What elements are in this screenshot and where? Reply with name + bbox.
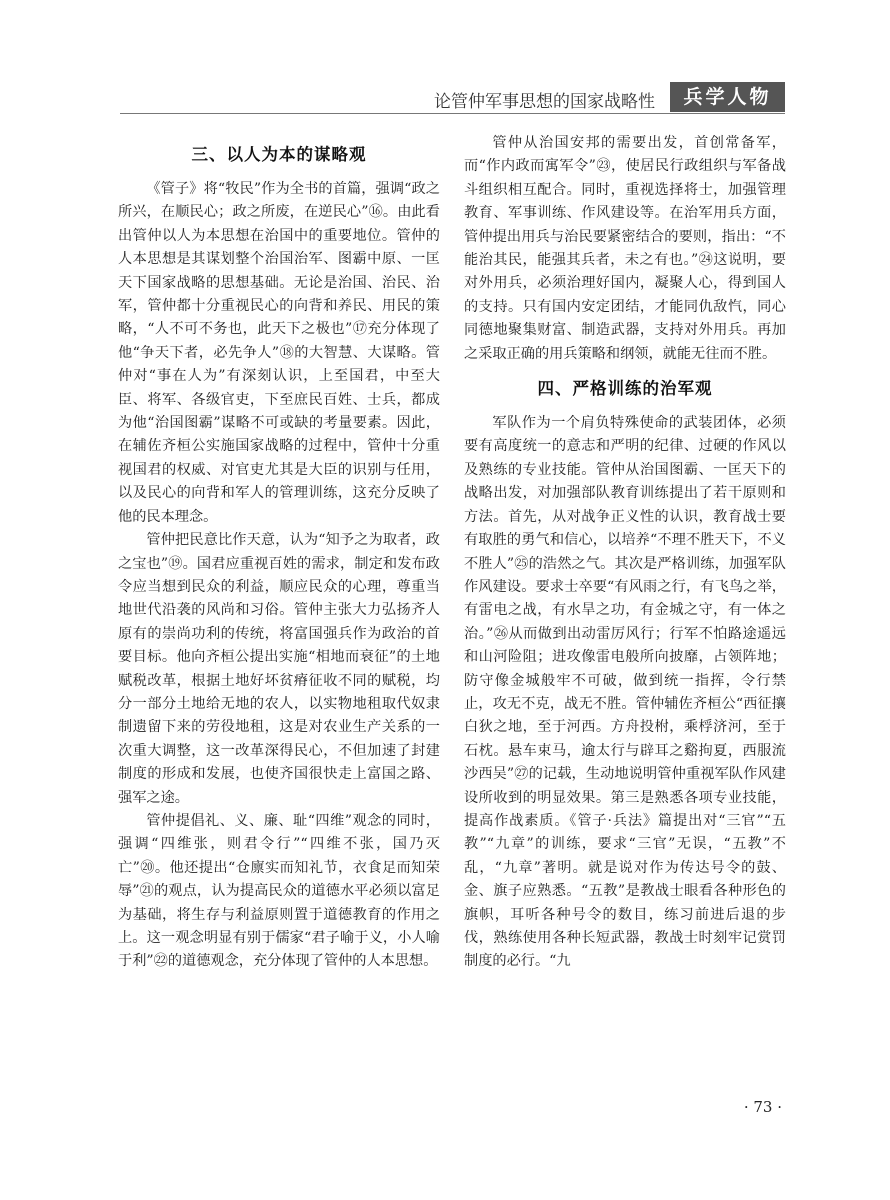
body-paragraph: 《管子》将“牧民”作为全书的首篇，强调“政之所兴，在顺民心；政之所废，在逆民心”⑯。由此看出管仲以人为本思想在治国中的重要地位。管仲的人本思想是其谋划整个治国治军、图霸中原、一匡天下国家战略的思想基础。无论是治国、治民、治军，管仲都十分重视民心的向背和养民、用民的策略，“人不可不务也，此天下之极也”⑰充分体现了他“争天下者，必先争人”⑱的大智慧、大谋略。管仲对“事在人为”有深刻认识，上至国君，中至大臣、将军、各级官吏，下至庶民百姓、士兵，都成为他“治国图霸”谋略不可或缺的考量要素。因此，在辅佐齐桓公实施国家战略的过程中，管仲十分重视国君的权威、对官吏尤其是大臣的识别与任用，以及民心的向背和军人的管理训练，这充分反映了他的民本理念。 [118, 181, 440, 525]
body-paragraph: 军队作为一个肩负特殊使命的武装团体，必须要有高度统一的意志和严明的纪律、过硬的作风以及熟练的专业技能。管仲从治国图霸、一匡天下的战略出发，对加强部队教育训练提出了若干原则和方法。首先，从对战争正义性的认识，教育战士要有取胜的勇气和信心，以培养“不理不胜天下，不义不胜人”㉕的浩然之气。其次是严格训练，加强军队作风建设。要求士卒要“有风雨之行，有飞鸟之举，有雷电之战，有水旱之功，有金城之守，有一体之治。”㉖从而做到出动雷厉风行；行军不怕路途遥远和山河险阻；进攻像雷电般所向披靡，占领阵地；防守像金城般牢不可破，做到统一指挥，令行禁止，攻无不克，战无不胜。管仲辅佐齐桓公“西征攘白狄之地，至于河西。方舟投柎，乘桴济河，至于石枕。悬车束马，逾太行与辟耳之谿拘夏，西服流沙西吴”㉗的记载，生动地说明管仲重视军队作风建设所收到的明显效果。第三是熟悉各项专业技能，提高作战素质。《管子·兵法》篇提出对“三官”“五教”“九章”的训练，要求“三官”无误，“五教”不乱，“九章”著明。就是说对作为传达号令的鼓、金、旗子应熟悉。“五教”是教战士眼看各种形色的旗帜，耳听各种号令的数目，练习前进后退的步伐，熟练使用各种长短武器，教战士时刻牢记赏罚制度的必行。“九 [464, 415, 786, 970]
header-column-badge: 兵学人物 [670, 82, 785, 112]
right-column [464, 132, 786, 974]
header-divider [120, 113, 785, 114]
body-paragraph: 管仲从治国安邦的需要出发，首创常备军，而“作内政而寓军令”㉓，使居民行政组织与军备战斗组织相互配合。同时，重视选择将士，加强管理教育、军事训练、作风建设等。在治军用兵方面，管仲提出用兵与治民要紧密结合的要则，指出：“不能治其民，能强其兵者，未之有也。”㉔这说明，要对外用兵，必须治理好国内，凝聚人心，得到国人的支持。只有国内安定团结，才能同仇敌忾，同心同德地聚集财富、制造武器，支持对外用兵。再加之采取正确的用兵策略和纲领，就能无往而不胜。 [464, 135, 786, 362]
body-paragraph: 管仲提倡礼、义、廉、耻“四维”观念的同时，强调“四维张，则君令行”“四维不张，国乃灭亡”⑳。他还提出“仓廪实而知礼节，衣食足而知荣辱”㉑的观点，认为提高民众的道德水平必须以富足为基础，将生存与利益原则置于道德教育的作用之上。这一观念明显有别于儒家“君子喻于义，小人喻于利”㉒的道德观念，充分体现了管仲的人本思想。 [118, 812, 440, 970]
section-heading-4: 四、严格训练的治军观 [537, 379, 713, 399]
header-article-title: 论管仲军事思想的国家战略性 [434, 92, 655, 112]
body-paragraph: 管仲把民意比作天意，认为“知予之为取者，政之宝也”⑲。国君应重视百姓的需求，制定和发布政令应当想到民众的利益，顺应民众的心理，尊重当地世代沿袭的风尚和习俗。管仲主张大力弘扬齐人原有的崇尚功利的传统，将富国强兵作为政治的首要目标。他向齐桓公提出实施“相地而衰征”的土地赋税改革，根据土地好坏贫瘠征收不同的赋税，均分一部分土地给无地的农人，以实物地租取代奴隶制遗留下来的劳役地租，这是对农业生产关系的一次重大调整，这一改革深得民心，不但加速了封建制度的形成和发展，也使齐国很快走上富国之路、强军之途。 [118, 532, 440, 806]
section-heading-3: 三、以人为本的谋略观 [191, 145, 367, 164]
running-header [120, 82, 785, 112]
left-column [118, 132, 440, 974]
page-number: · 73 · [743, 1098, 782, 1116]
